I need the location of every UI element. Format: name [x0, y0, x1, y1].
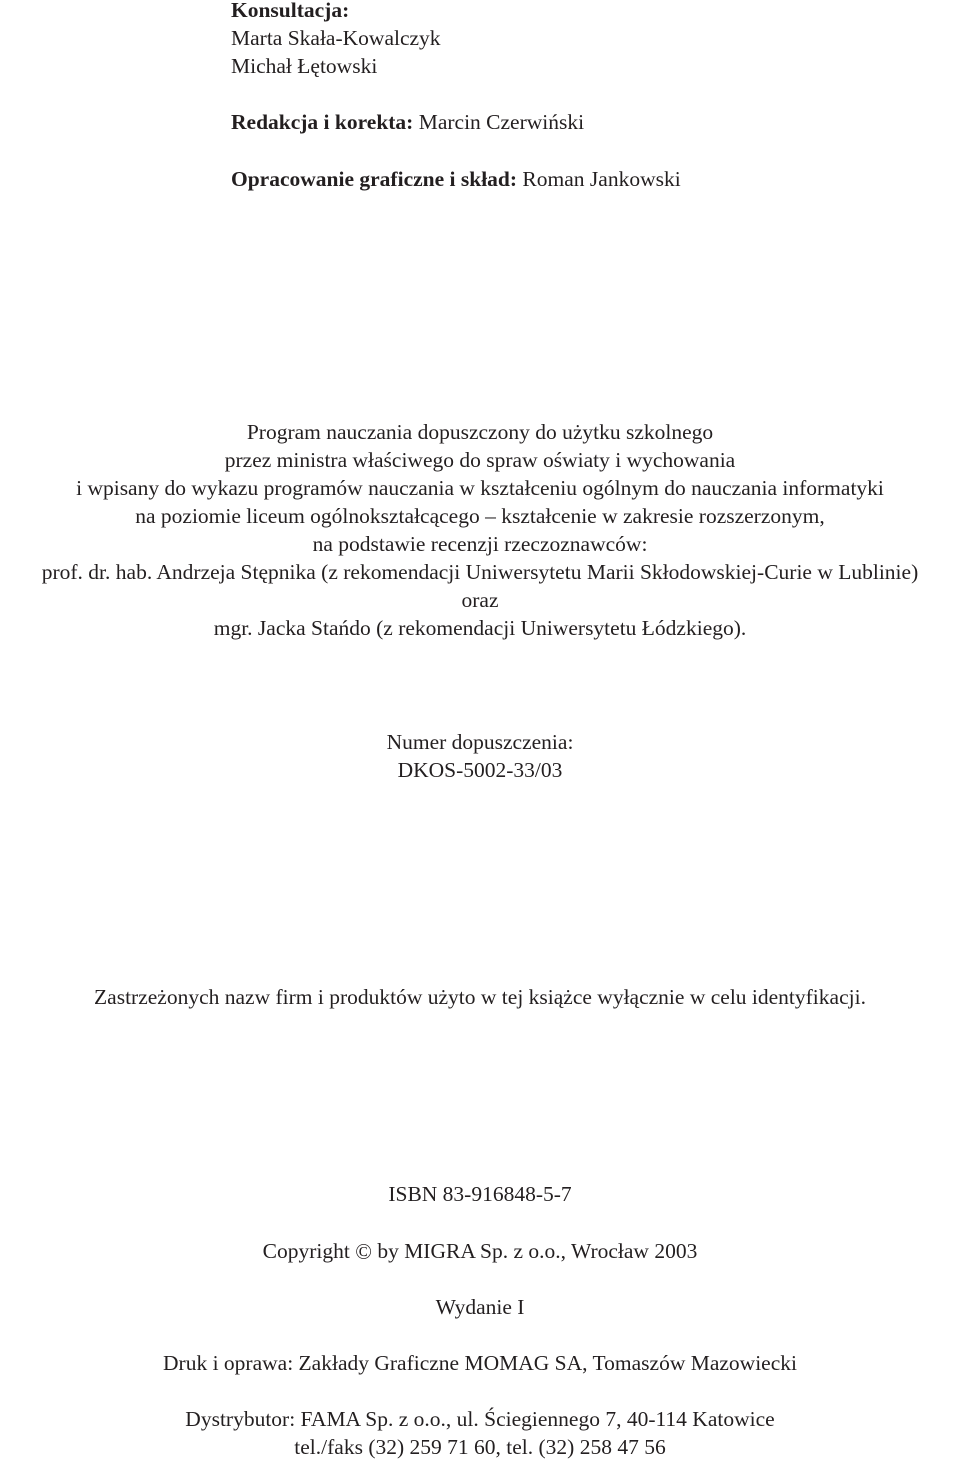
approval-line: Program nauczania dopuszczony do użytku szkolnego — [246, 420, 714, 444]
trademark-notice: Zastrzeżonych nazw firm i produktów użyto w tej książce wyłącznie w celu identyfikacji. — [94, 985, 866, 1009]
approval-line: prof. dr. hab. Andrzeja Stępnika (z rekomendacji Uniwersytetu Marii Skłodowskiej-Curie w Lublinie) — [41, 560, 919, 584]
approval-line: przez ministra właściwego do spraw oświaty i wychowania — [224, 448, 736, 472]
approval-line: i wpisany do wykazu programów nauczania w kształceniu ogólnym do nauczania informatyki — [76, 476, 884, 500]
copyright-text: by MIGRA Sp. z o.o., Wrocław 2003 — [377, 1239, 698, 1263]
isbn: ISBN 83-916848-5-7 — [388, 1182, 572, 1206]
designer-name: Roman Jankowski — [522, 167, 681, 191]
copyright-line — [0, 1237, 960, 1265]
approval-line: mgr. Jacka Stańdo (z rekomendacji Uniwersytetu Łódzkiego). — [213, 616, 747, 640]
admission-label: Numer dopuszczenia: — [386, 730, 574, 754]
editing-credit — [231, 108, 584, 136]
edition: Wydanie I — [435, 1295, 525, 1319]
design-label: Opracowanie graficzne i skład: — [231, 167, 518, 191]
consultant-name: Michał Łętowski — [231, 54, 378, 78]
approval-line: oraz — [461, 588, 499, 612]
copyright-icon: © — [355, 1239, 372, 1264]
consultant-name: Marta Skała-Kowalczyk — [231, 26, 441, 50]
printing-info: Druk i oprawa: Zakłady Graficzne MOMAG SA, Tomaszów Mazowiecki — [163, 1351, 797, 1375]
distributor-section — [0, 1405, 960, 1461]
editing-label: Redakcja i korekta: — [231, 110, 414, 134]
approval-statement — [0, 418, 960, 642]
distributor-address: Dystrybutor: FAMA Sp. z o.o., ul. Ściegiennego 7, 40-114 Katowice — [185, 1407, 775, 1431]
admission-section — [0, 728, 960, 784]
distributor-contact: tel./faks (32) 259 71 60, tel. (32) 258 47 56 — [294, 1435, 666, 1459]
admission-number: DKOS-5002-33/03 — [397, 758, 563, 782]
approval-line: na podstawie recenzji rzeczoznawców: — [312, 532, 648, 556]
editor-name: Marcin Czerwiński — [418, 110, 585, 134]
consultation-label: Konsultacja: — [231, 0, 350, 22]
consultation-section — [231, 0, 441, 80]
approval-line: na poziomie liceum ogólnokształcącego – kształcenie w zakresie rozszerzonym, — [135, 504, 825, 528]
copyright-prefix: Copyright — [262, 1239, 350, 1263]
design-credit — [231, 165, 681, 193]
